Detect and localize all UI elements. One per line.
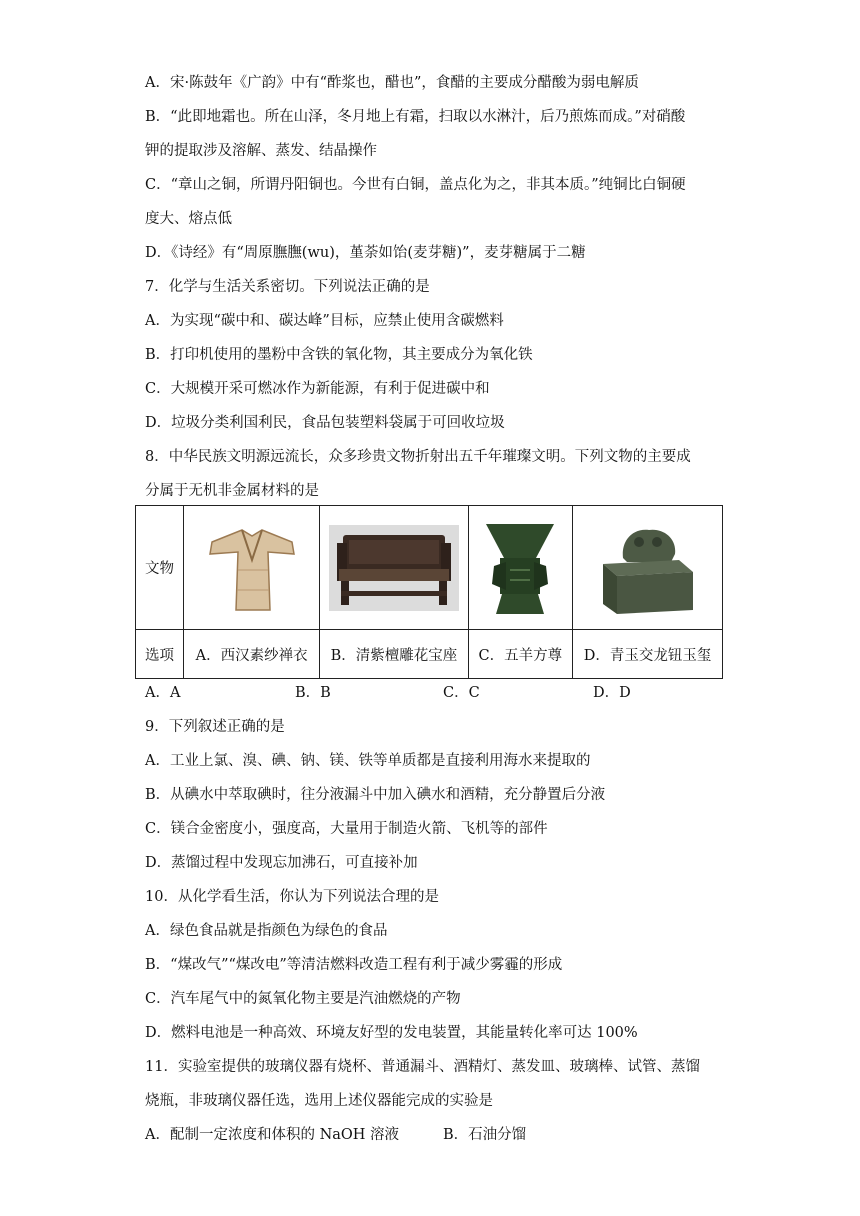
- q11-stem-line2: 烧瓶，非玻璃仪器任选，选用上述仪器能完成的实验是: [145, 1093, 493, 1109]
- q7-stem: 7．化学与生活关系密切。下列说法正确的是: [145, 279, 430, 295]
- q10-option-c: C．汽车尾气中的氮氧化物主要是汽油燃烧的产物: [145, 991, 461, 1007]
- q6-option-c-line2: 度大、熔点低: [145, 211, 232, 227]
- rosewood-throne-icon: [320, 506, 468, 629]
- q7-option-b: B．打印机使用的墨粉中含铁的氧化物，其主要成分为氧化铁: [145, 347, 533, 363]
- q6-option-a: A．宋·陈鼓年《广韵》中有“酢浆也，醋也”，食醋的主要成分醋酸为弱电解质: [145, 75, 639, 91]
- silk-robe-icon: [184, 506, 319, 629]
- q10-option-b: B．“煤改气”“煤改电”等清洁燃料改造工程有利于减少雾霾的形成: [145, 957, 563, 973]
- q8-choice-c: C．C: [443, 685, 480, 701]
- q6-option-b-line2: 钾的提取涉及溶解、蒸发、结晶操作: [145, 143, 377, 159]
- q7-option-a: A．为实现“碳中和、碳达峰”目标，应禁止使用含碳燃料: [145, 313, 504, 329]
- q9-option-a: A．工业上氯、溴、碘、钠、镁、铁等单质都是直接利用海水来提取的: [145, 753, 591, 769]
- q11-choice-a: A．配制一定浓度和体积的 NaOH 溶液: [145, 1127, 400, 1143]
- q8-choices: [145, 683, 665, 703]
- q11-stem-line1: 11．实验室提供的玻璃仪器有烧杯、普通漏斗、酒精灯、蒸发皿、玻璃棒、试管、蒸馏: [145, 1059, 700, 1075]
- q8-choice-a: A．A: [145, 685, 181, 701]
- q11-choices: [145, 1125, 665, 1145]
- q8-choice-b: B．B: [295, 685, 331, 701]
- q7-option-d: D．垃圾分类利国利民，食品包装塑料袋属于可回收垃圾: [145, 415, 505, 431]
- q7-option-c: C．大规模开采可燃冰作为新能源，有利于促进碳中和: [145, 381, 490, 397]
- q8-choice-d: D．D: [593, 685, 631, 701]
- relic-table: [135, 505, 723, 679]
- artifact-row-header: 文物: [136, 506, 184, 630]
- q8-stem-line1: 8．中华民族文明源远流长，众多珍贵文物折射出五千年璀璨文明。下列文物的主要成: [145, 449, 691, 465]
- q9-option-c: C．镁合金密度小，强度高，大量用于制造火箭、飞机等的部件: [145, 821, 548, 837]
- option-row-header: 选项: [136, 630, 184, 679]
- q9-stem: 9．下列叙述正确的是: [145, 719, 285, 735]
- q9-option-b: B．从碘水中萃取碘时，往分液漏斗中加入碘水和酒精，充分静置后分液: [145, 787, 606, 803]
- bronze-zun-icon: [469, 506, 572, 629]
- q10-option-a: A．绿色食品就是指颜色为绿色的食品: [145, 923, 388, 939]
- relic-option-d: D．青玉交龙钮玉玺: [573, 630, 723, 679]
- q10-option-d: D．燃料电池是一种高效、环境友好型的发电装置，其能量转化率可达 100%: [145, 1025, 638, 1041]
- q10-stem: 10．从化学看生活，你认为下列说法合理的是: [145, 889, 439, 905]
- q6-option-c-line1: C．“章山之铜，所谓丹阳铜也。今世有白铜，盖点化为之，非其本质。”纯铜比白铜硬: [145, 177, 686, 193]
- q11-choice-b: B．石油分馏: [443, 1127, 527, 1143]
- relic-option-c: C．五羊方尊: [468, 630, 572, 679]
- relic-option-a: A．西汉素纱禅衣: [184, 630, 320, 679]
- q9-option-d: D．蒸馏过程中发现忘加沸石，可直接补加: [145, 855, 418, 871]
- jade-seal-icon: [573, 506, 722, 629]
- q8-stem-line2: 分属于无机非金属材料的是: [145, 483, 319, 499]
- q6-option-b-line1: B．“此即地霜也。所在山泽，冬月地上有霜，扫取以水淋汁，后乃煎炼而成。”对硝酸: [145, 109, 686, 125]
- q6-option-d: D．《诗经》有“周原膴膴(wu)，堇荼如饴(麦芽糖)”，麦芽糖属于二糖: [145, 245, 586, 261]
- relic-option-b: B．清紫檀雕花宝座: [320, 630, 469, 679]
